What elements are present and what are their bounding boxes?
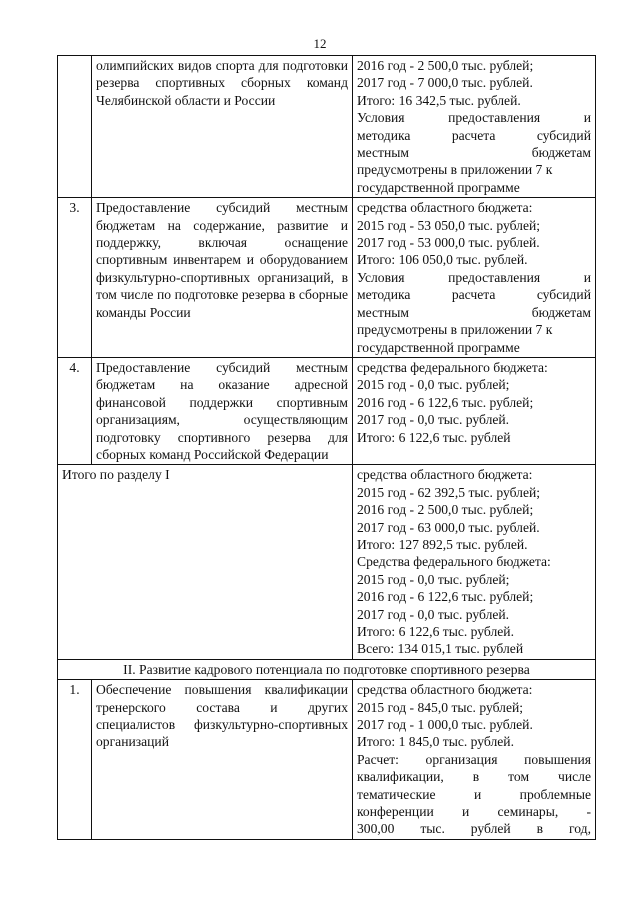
funding-line: 2015 год - 845,0 тыс. рублей; [357,699,524,715]
funding-cell [353,357,596,464]
table-row [58,198,596,358]
funding-line: Итого: 6 122,6 тыс. рублей. [357,624,514,639]
funding-line: 2015 год - 0,0 тыс. рублей; [357,377,510,393]
page-number: 12 [313,36,327,51]
section-heading-row [58,659,596,679]
table-row [58,680,596,840]
measure-description: олимпийских видов спорта для подготовки резерва спортивных сборных команд Челябинской области и России [92,56,353,198]
funding-line: 2017 год - 1 000,0 тыс. рублей. [357,717,533,733]
funding-line: конференции и семинары, - [357,804,591,820]
funding-cell [353,465,596,659]
row-number: 4. [58,357,92,464]
funding-line: 2015 год - 62 392,5 тыс. рублей; [357,484,541,500]
funding-line: предусмотрены в приложении 7 к [357,162,553,178]
section-title: II. Развитие кадрового потенциала по подготовке спортивного резерва [58,659,596,679]
funding-line: методика расчета субсидий [357,287,591,303]
funding-line: Итого: 16 342,5 тыс. рублей. [357,92,521,108]
measure-description: Предоставление субсидий местным бюджетам на оказание адресной финансовой поддержки спортивным организациям, осуществляющим подготовку спортивного резерва для сборных команд Российской Федерации [92,357,353,464]
funding-line: средства областного бюджета: [357,200,533,216]
measure-description: Обеспечение повышения квалификации тренерского состава и других специалистов физкультурно-спортивных организаций [92,680,353,840]
funding-line: 2017 год - 0,0 тыс. рублей. [357,606,510,622]
funding-line: 2016 год - 2 500,0 тыс. рублей; [357,502,534,518]
funding-line: Условия предоставления и [357,269,591,285]
funding-line: Итого: 1 845,0 тыс. рублей. [357,734,514,750]
funding-cell [353,680,596,840]
funding-line: тематические и проблемные [357,786,591,802]
funding-line: государственной программе [357,179,520,195]
table-row [58,357,596,464]
funding-line: Итого: 6 122,6 тыс. рублей [357,429,511,445]
funding-line: Всего: 134 015,1 тыс. рублей [357,641,524,657]
funding-cell [353,198,596,358]
funding-line: местным бюджетам [357,145,591,161]
funding-line: 2016 год - 6 122,6 тыс. рублей; [357,394,534,410]
funding-line: государственной программе [357,339,520,355]
funding-line: 2016 год - 2 500,0 тыс. рублей; [357,58,534,73]
funding-line: методика расчета субсидий [357,127,591,143]
funding-line: Условия предоставления и [357,110,591,126]
row-number: 1. [58,680,92,840]
funding-line: Расчет: организация повышения [357,751,591,767]
funding-line: 2016 год - 6 122,6 тыс. рублей; [357,589,534,605]
section-total-label: Итого по разделу I [58,465,353,659]
funding-line: 2017 год - 7 000,0 тыс. рублей. [357,75,533,91]
funding-line: 300,00 тыс. рублей в год, [357,821,591,837]
funding-line: предусмотрены в приложении 7 к [357,322,553,338]
row-number: 3. [58,198,92,358]
funding-line: 2017 год - 63 000,0 тыс. рублей. [357,519,540,535]
section-total-row [58,465,596,659]
row-number [58,56,92,198]
funding-line: местным бюджетам [357,304,591,320]
funding-line: средства областного бюджета: [357,467,533,483]
funding-line: 2017 год - 0,0 тыс. рублей. [357,412,510,428]
funding-line: Средства федерального бюджета: [357,554,551,570]
funding-line: 2015 год - 53 050,0 тыс. рублей; [357,217,541,233]
funding-line: квалификации, в том числе [357,769,591,785]
funding-line: средства федерального бюджета: [357,359,548,375]
funding-cell [353,56,596,198]
table-row [58,56,596,198]
funding-line: 2017 год - 53 000,0 тыс. рублей. [357,235,540,251]
program-table-body [58,56,596,840]
funding-line: Итого: 106 050,0 тыс. рублей. [357,252,528,268]
measure-description: Предоставление субсидий местным бюджетам на содержание, развитие и поддержку, включая оснащение спортивным инвентарем и оборудованием физкультурно-спортивных организаций, в том числе по подготовке резерва в сборные команды России [92,198,353,358]
funding-line: Итого: 127 892,5 тыс. рублей. [357,536,528,552]
funding-line: средства областного бюджета: [357,682,533,698]
funding-line: 2015 год - 0,0 тыс. рублей; [357,571,510,587]
program-table [57,55,596,840]
